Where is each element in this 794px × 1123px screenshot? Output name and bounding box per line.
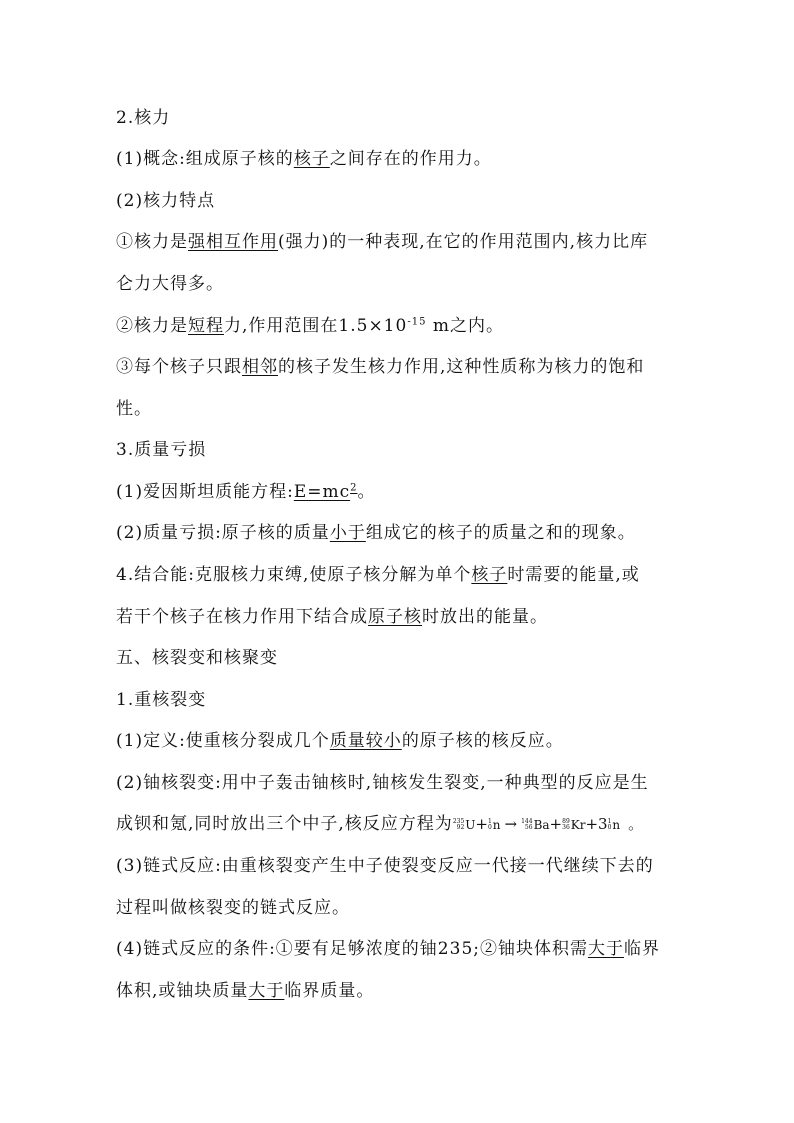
element-symbol: Ba — [533, 818, 550, 832]
atomic-number: 56 — [524, 824, 533, 831]
underlined-answer: 质量较小 — [329, 731, 402, 751]
text-run: (强力)的一种表现,在它的作用范围内,核力比库 — [278, 232, 649, 252]
mass-number: 235 — [452, 818, 465, 825]
text-line — [116, 315, 686, 337]
text-line — [116, 148, 686, 170]
operator-plus3: +3 — [585, 815, 608, 833]
atomic-number: 0 — [607, 824, 612, 831]
text-run: 成钡和氪,同时放出三个中子,核反应方程为 — [116, 814, 453, 834]
period: 。 — [628, 815, 644, 833]
nuclide-barium — [521, 815, 549, 833]
text-run: (2)核力特点 — [116, 191, 216, 211]
text-run: 的核子发生核力作用,这种性质称为核力的饱和 — [278, 357, 645, 377]
text-line — [116, 398, 686, 420]
text-line — [116, 938, 686, 960]
text-line — [116, 813, 686, 836]
text-run: 性。 — [116, 399, 152, 419]
operator-plus1: + — [475, 815, 488, 833]
text-run: (1)爱因斯坦质能方程: — [116, 482, 294, 502]
element-symbol: n — [612, 818, 621, 832]
text-run: 时需要的能量,或 — [507, 565, 640, 585]
text-run: (4)链式反应的条件:①要有足够浓度的铀235;②铀块体积需 — [116, 939, 588, 959]
text-run: 过程叫做核裂变的链式反应。 — [116, 898, 350, 918]
text-run: 4.结合能:克服核力束缚,使原子核分解为单个 — [116, 565, 472, 585]
text-run: m之内。 — [426, 316, 504, 336]
atomic-number: 0 — [487, 824, 492, 831]
underlined-answer: 核子 — [293, 149, 330, 169]
element-symbol: U — [465, 818, 476, 832]
text-line — [116, 606, 686, 628]
text-run: 力,作用范围在1.5×10 — [224, 316, 408, 336]
mass-number: 144 — [521, 818, 533, 825]
text-run: 时放出的能量。 — [422, 607, 548, 627]
text-run: 之间存在的作用力。 — [329, 149, 492, 169]
text-line — [116, 897, 686, 919]
text-run: 3.质量亏损 — [116, 440, 207, 460]
underlined-answer: 大于 — [248, 981, 285, 1001]
element-symbol: Kr — [570, 818, 586, 832]
text-line — [116, 855, 686, 877]
atomic-number: 36 — [562, 824, 570, 831]
underlined-answer: 强相互作用 — [188, 232, 278, 252]
text-line — [116, 647, 686, 669]
text-line — [116, 522, 686, 544]
underlined-answer: E=mc — [293, 482, 351, 502]
mass-number: 1 — [487, 818, 492, 825]
text-line — [116, 772, 686, 794]
text-run: 五、核裂变和核聚变 — [116, 648, 278, 668]
text-run: 体积,或铀块质量 — [116, 981, 249, 1001]
text-run: 仑力大得多。 — [116, 274, 224, 294]
underlined-answer: 短程 — [188, 316, 224, 336]
text-run: ①核力是 — [116, 232, 188, 252]
text-run: 2.核力 — [116, 108, 171, 128]
underlined-answer: 原子核 — [368, 607, 422, 627]
superscript: -15 — [407, 316, 427, 328]
text-run: 的原子核的核反应。 — [401, 731, 564, 751]
element-symbol: n — [492, 818, 501, 832]
mass-number: 89 — [562, 818, 570, 825]
text-run: (3)链式反应:由重核裂变产生中子使裂变反应一代接一代继续下去的 — [116, 856, 654, 876]
text-line — [116, 564, 686, 586]
text-line — [116, 730, 686, 752]
text-line — [116, 689, 686, 711]
text-line — [116, 273, 686, 295]
operator-arrow: → — [504, 815, 518, 833]
text-run: 组成它的核子的质量之和的现象。 — [365, 523, 636, 543]
nuclear-reaction-equation — [453, 815, 643, 833]
nuclide-neutron_in — [488, 815, 501, 833]
atomic-number: 92 — [456, 824, 465, 831]
text-line — [116, 231, 686, 253]
text-line — [116, 980, 686, 1002]
text-line — [116, 481, 686, 503]
text-line — [116, 356, 686, 378]
underlined-answer: 小于 — [329, 523, 366, 543]
underlined-answer: 大于 — [587, 939, 624, 959]
text-run: (1)概念:组成原子核的 — [116, 149, 294, 169]
text-run: 。 — [357, 482, 376, 502]
underlined-answer: 核子 — [471, 565, 508, 585]
text-run: ②核力是 — [116, 316, 188, 336]
text-run: 临界质量。 — [284, 981, 375, 1001]
nuclide-krypton — [562, 815, 585, 833]
text-line — [116, 190, 686, 212]
underlined-answer: 2 — [350, 482, 358, 494]
text-run: (1)定义:使重核分裂成几个 — [116, 731, 330, 751]
nuclide-uranium — [453, 815, 476, 833]
text-run: (2)质量亏损:原子核的质量 — [116, 523, 330, 543]
text-run: 临界 — [623, 939, 660, 959]
operator-plus2: + — [549, 815, 563, 833]
text-run: 1.重核裂变 — [116, 690, 207, 710]
text-line — [116, 107, 686, 129]
text-run: (2)铀核裂变:用中子轰击铀核时,铀核发生裂变,一种典型的反应是生 — [116, 773, 649, 793]
text-run: ③每个核子只跟 — [116, 357, 242, 377]
text-line — [116, 439, 686, 461]
mass-number: 1 — [607, 818, 612, 825]
underlined-answer: 相邻 — [242, 357, 278, 377]
nuclide-neutron_out — [608, 815, 621, 833]
text-run: 若干个核子在核力作用下结合成 — [116, 607, 368, 627]
